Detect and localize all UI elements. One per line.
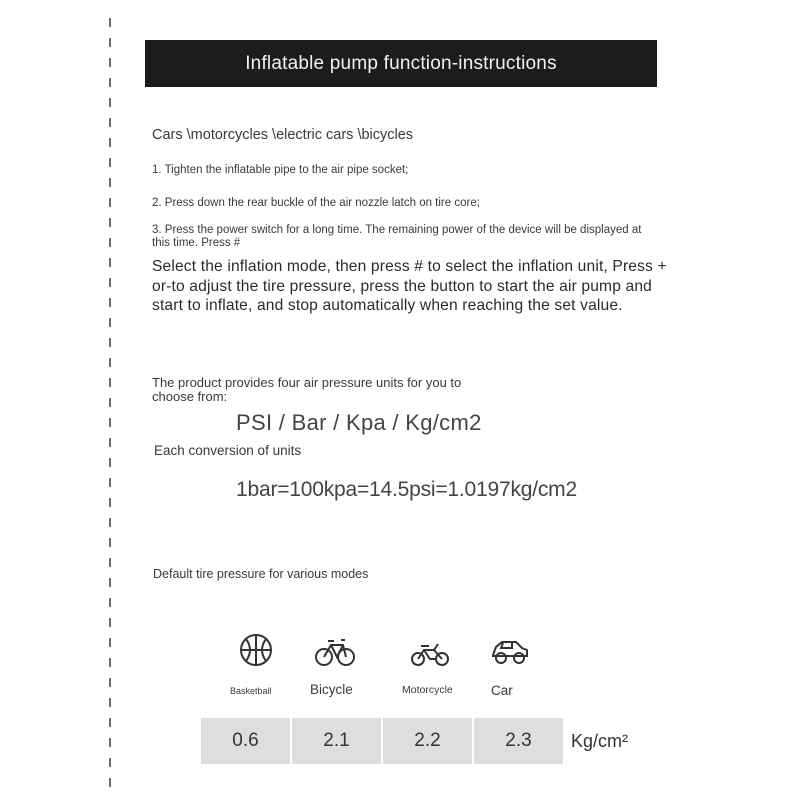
- pressure-unit-label: Kg/cm²: [571, 731, 629, 751]
- page-title: Inflatable pump function-instructions: [245, 52, 557, 74]
- pressure-cell-basketball: 0.6: [201, 718, 290, 764]
- default-pressure-title: Default tire pressure for various modes: [153, 567, 369, 581]
- title-banner: [145, 40, 657, 87]
- mode-label-car: Car: [491, 683, 513, 698]
- mode-label-motorcycle: Motorcycle: [402, 684, 453, 696]
- pressure-table: [201, 718, 563, 764]
- mode-label-basketball: Basketball: [230, 686, 272, 696]
- pressure-cell-motorcycle: 2.2: [383, 718, 472, 764]
- vehicle-types: Cars \motorcycles \electric cars \bicycles: [152, 127, 414, 143]
- dashed-cut-line: [109, 18, 111, 788]
- units-intro: The product provides four air pressure units for you to choose from:: [152, 375, 462, 404]
- inflation-instructions: Select the inflation mode, then press # to select the inflation unit, Press + or-to adjust the tire pressure, press the button to start the air pump and start to inflate, and stop automatically when reaching the set value.: [152, 258, 667, 314]
- basketball-icon: [234, 628, 278, 672]
- pressure-cell-car: 2.3: [474, 718, 563, 764]
- bicycle-icon: [313, 630, 357, 674]
- pressure-cell-bicycle: 2.1: [292, 718, 381, 764]
- motorcycle-icon: [408, 630, 452, 674]
- units-list: PSI / Bar / Kpa / Kg/cm2: [236, 410, 482, 435]
- step-2: 2. Press down the rear buckle of the air nozzle latch on tire core;: [152, 197, 480, 209]
- step-1: 1. Tighten the inflatable pipe to the air pipe socket;: [152, 164, 409, 176]
- conversion-label: Each conversion of units: [154, 443, 302, 458]
- step-3: 3. Press the power switch for a long time. The remaining power of the device will be displayed at this time. Press #: [152, 224, 642, 249]
- conversion-value: 1bar=100kpa=14.5psi=1.0197kg/cm2: [236, 478, 577, 501]
- mode-label-bicycle: Bicycle: [310, 682, 353, 697]
- car-icon: [488, 628, 532, 672]
